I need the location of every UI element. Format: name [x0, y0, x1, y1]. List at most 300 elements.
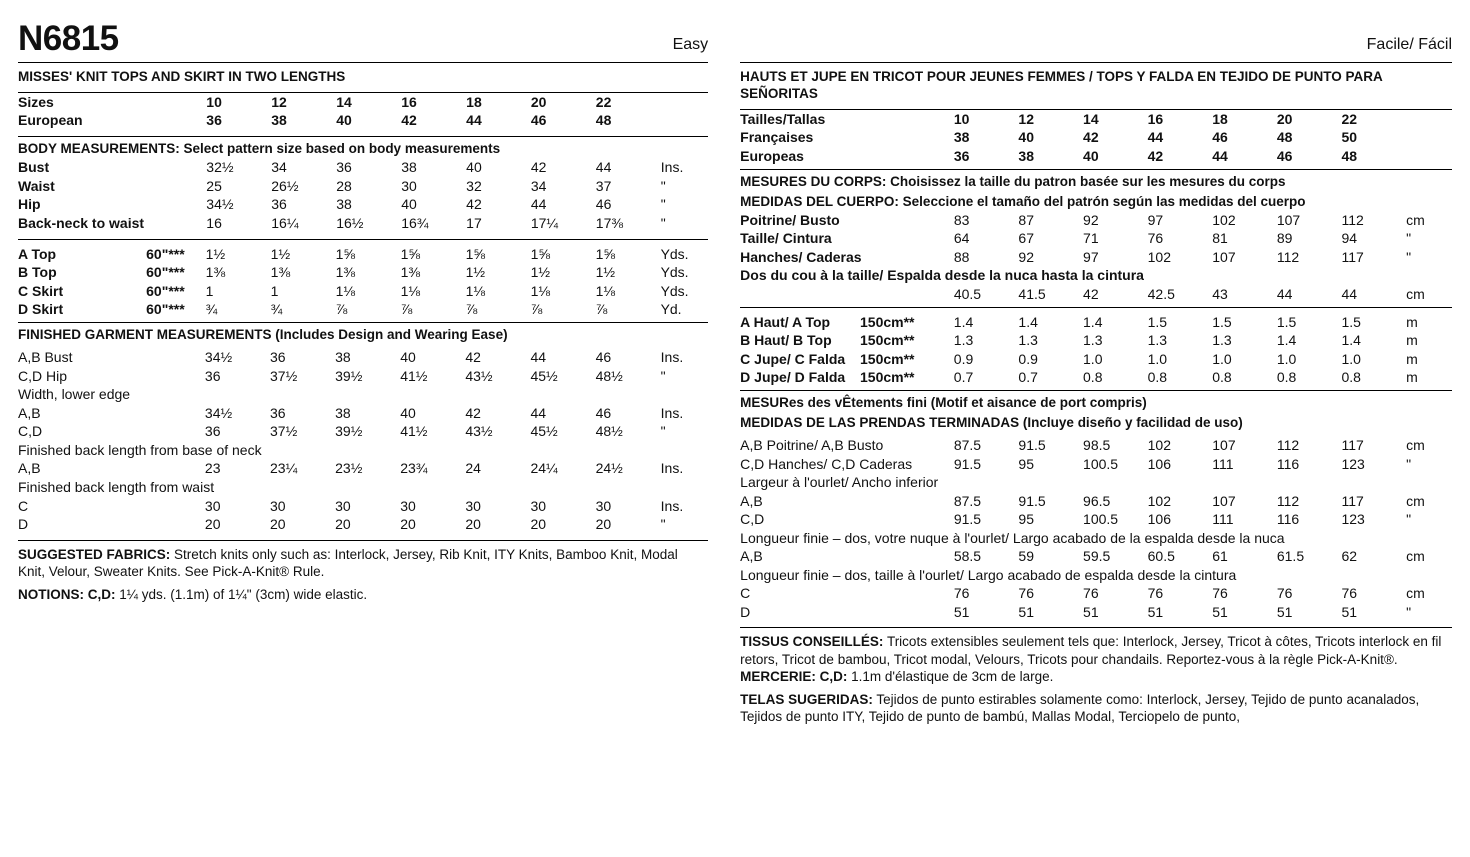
fabric-value: 1⅛ — [595, 282, 616, 299]
finished-value: 61.5 — [1276, 548, 1305, 565]
measure-value: 67 — [1018, 230, 1034, 247]
finished-subheading: Longueur finie – dos, votre nuque à l'ourlet/ Largo acabado de la espalda desde la nuca — [740, 529, 1285, 546]
suggested-fabrics-en — [18, 546, 708, 581]
measure-unit: Ins. — [660, 159, 684, 176]
finished-label: A,B — [740, 548, 763, 565]
fabric-value: ⅞ — [465, 301, 478, 318]
finished-value: 76 — [1341, 585, 1358, 602]
european-sizes-label: Europeas — [740, 147, 804, 164]
fabric-unit: m — [1406, 350, 1418, 367]
finished-value: 24¼ — [530, 460, 558, 477]
measure-value: 32½ — [206, 159, 234, 176]
french-size-value: 38 — [953, 129, 970, 146]
fabric-value: 0.8 — [1212, 369, 1232, 386]
finished-value: 51 — [1212, 603, 1228, 620]
pattern-title-en: MISSES' KNIT TOPS AND SKIRT IN TWO LENGTHS — [18, 69, 346, 84]
finished-value: 51 — [1018, 603, 1034, 620]
finished-value: 96.5 — [1083, 492, 1111, 509]
measure-value: 17¼ — [530, 214, 559, 231]
finished-value: 34½ — [204, 404, 233, 421]
french-size-value: 42 — [1083, 129, 1099, 146]
finished-label: A,B — [18, 460, 41, 477]
finished-value: 45½ — [530, 423, 558, 440]
finished-value: 23½ — [335, 460, 363, 477]
measure-value: 42 — [530, 159, 547, 176]
finished-measurements-heading-fr: MESURes des vÊtements fini (Motif et aisance de port compris) — [740, 395, 1147, 411]
fabric-value: 1.4 — [1018, 313, 1038, 330]
table-row — [18, 459, 708, 478]
table-row — [740, 368, 1452, 387]
finished-label: A,B Bust — [18, 349, 73, 366]
suggested-fabrics-label-fr: TISSUS CONSEILLÉS: — [740, 634, 884, 650]
finished-unit: " — [660, 367, 666, 384]
backneck-subheading: Dos du cou à la taille/ Espalda desde la nuca hasta la cintura — [740, 267, 1144, 284]
finished-value: 116 — [1276, 511, 1300, 528]
table-row — [740, 110, 1452, 129]
finished-unit: " — [660, 516, 666, 533]
fabric-width: 60"*** — [146, 264, 185, 281]
finished-unit: cm — [1406, 492, 1425, 509]
finished-unit: Ins. — [660, 404, 684, 421]
finished-value: 76 — [1083, 585, 1099, 602]
table-row — [740, 492, 1452, 511]
table-row — [18, 300, 708, 319]
fabric-value: 1⅜ — [400, 264, 421, 281]
french-size-value: 48 — [1276, 129, 1293, 146]
european-value: 42 — [401, 112, 417, 129]
fabric-value: 0.8 — [1341, 369, 1361, 386]
finished-value: 40 — [400, 349, 416, 366]
table-row — [740, 266, 1452, 285]
fabric-value: 1⅜ — [335, 264, 356, 281]
finished-value: 39½ — [335, 367, 363, 384]
finished-value: 51 — [953, 603, 970, 620]
fabric-value: ⅞ — [335, 301, 348, 318]
finished-value: 91.5 — [953, 511, 982, 528]
finished-value: 58.5 — [953, 548, 982, 565]
measure-label: Waist — [18, 177, 55, 194]
fabric-value: 1.3 — [1147, 332, 1168, 349]
notions-label: NOTIONS: C,D: — [18, 586, 116, 602]
table-row — [18, 478, 708, 497]
finished-value: 42 — [465, 404, 481, 421]
spacer-row — [18, 130, 708, 137]
fabric-value: 1.5 — [1212, 313, 1232, 330]
finished-value: 76 — [1018, 585, 1034, 602]
table-row — [18, 177, 708, 196]
fabric-value: 1.0 — [1083, 350, 1103, 367]
finished-value: 24½ — [595, 460, 623, 477]
fabric-value: 1⅝ — [465, 245, 486, 262]
fabric-value: 1⅛ — [335, 282, 356, 299]
fabric-value: ¾ — [270, 301, 283, 318]
finished-value: 102 — [1147, 437, 1171, 454]
fabric-label: B Haut/ B Top — [740, 332, 832, 349]
finished-value: 76 — [1212, 585, 1228, 602]
finished-value: 116 — [1276, 455, 1300, 472]
finished-value: 34½ — [204, 349, 233, 366]
finished-value: 91.5 — [1018, 437, 1046, 454]
measure-value: 38 — [336, 196, 352, 213]
fabric-value: 1½ — [465, 264, 486, 281]
finished-value: 112 — [1276, 437, 1300, 454]
notions-label-fr: MERCERIE: C,D: — [740, 669, 848, 685]
body-measurements-heading: BODY MEASUREMENTS: Select pattern size based on body measurements — [18, 141, 501, 157]
table-row — [740, 147, 1452, 166]
finished-value: 20 — [335, 516, 351, 533]
finished-measurements-heading: FINISHED GARMENT MEASUREMENTS (Includes Design and Wearing Ease) — [18, 327, 508, 343]
measure-value: 97 — [1083, 248, 1099, 265]
fabric-value: 1.3 — [1018, 332, 1038, 349]
header-divider-right — [740, 62, 1452, 63]
table-row — [18, 282, 708, 301]
fabric-value: 0.8 — [1276, 369, 1297, 386]
fabric-value: 1.0 — [1147, 350, 1168, 367]
finished-value: 107 — [1212, 492, 1236, 509]
backneck-value: 41.5 — [1018, 285, 1046, 302]
measure-value: 81 — [1212, 230, 1228, 247]
size-value: 22 — [1341, 110, 1358, 127]
finished-value: 59.5 — [1083, 548, 1111, 565]
measure-value: 64 — [953, 230, 970, 247]
unit-cell — [661, 111, 708, 130]
measure-value: 107 — [1212, 248, 1236, 265]
sizes-label-fr: Tailles/Tallas — [740, 110, 826, 127]
finished-label: C,D Hip — [18, 367, 68, 384]
finished-value: 51 — [1147, 603, 1164, 620]
finished-value: 100.5 — [1083, 455, 1119, 472]
fabric-width: 60"*** — [146, 245, 185, 262]
finished-value: 44 — [530, 349, 547, 366]
finished-subheading: Width, lower edge — [18, 386, 131, 403]
european-value: 38 — [271, 112, 287, 129]
fabric-unit: m — [1406, 369, 1418, 386]
finished-label: C — [740, 585, 751, 602]
finished-value: 38 — [335, 349, 351, 366]
fabric-label: B Top — [18, 264, 57, 281]
measure-value: 30 — [401, 177, 417, 194]
finished-value: 30 — [595, 497, 612, 514]
finished-value: 76 — [953, 585, 970, 602]
measure-value: 107 — [1276, 211, 1301, 228]
european-value: 46 — [530, 112, 547, 129]
finished-value: 37½ — [270, 367, 298, 384]
difficulty-label-en: Easy — [672, 36, 709, 53]
finished-value: 59 — [1018, 548, 1034, 565]
finished-value: 44 — [530, 404, 547, 421]
measure-unit: " — [1406, 248, 1412, 265]
table-row — [18, 348, 708, 367]
european-value: 40 — [336, 112, 352, 129]
measure-value: 102 — [1147, 248, 1171, 265]
body-measurements-heading-es: MEDIDAS DEL CUERPO: Seleccione el tamaño del patrón según las medidas del cuerpo — [740, 193, 1306, 209]
fabric-unit: m — [1406, 332, 1418, 349]
finished-value: 30 — [270, 497, 286, 514]
suggested-fabrics-text: Stretch knits only such as: Interlock, Jersey, Rib Knit, ITY Knits, Bamboo Knit, Modal Knit, Velour, Sweater Knits. See Pick-A-Knit® Rule. — [18, 546, 678, 580]
measure-value: 76 — [1147, 230, 1164, 247]
fabric-value: ⅞ — [530, 301, 543, 318]
finished-label: C,D — [740, 511, 765, 528]
fabric-width: 150cm** — [860, 313, 915, 330]
fabric-value: 1⅛ — [465, 282, 486, 299]
finished-value: 43½ — [465, 367, 493, 384]
finished-value: 62 — [1341, 548, 1358, 565]
measure-value: 34 — [530, 177, 547, 194]
french-size-value: 44 — [1147, 129, 1164, 146]
table-row — [18, 404, 708, 423]
finished-unit: Ins. — [660, 460, 684, 477]
finished-value: 123 — [1341, 511, 1365, 528]
backneck-value: 40.5 — [953, 285, 982, 302]
measure-unit: " — [660, 177, 666, 194]
finished-value: 43½ — [465, 423, 493, 440]
suggested-fabrics-es — [740, 691, 1452, 726]
body-measurements-heading-fr: MESURES DU CORPS: Choisissez la taille du patron basée sur les mesures du corps — [740, 173, 1286, 189]
table-row — [18, 441, 708, 460]
unit-cell — [1406, 128, 1452, 147]
sizes-label: Sizes — [18, 93, 54, 110]
european-value: 48 — [595, 112, 612, 129]
finished-value: 51 — [1341, 603, 1358, 620]
finished-value: 40 — [400, 404, 416, 421]
measure-value: 102 — [1212, 211, 1236, 228]
notions-text: 1¼ yds. (1.1m) of 1¼" (3cm) wide elastic. — [115, 586, 368, 602]
finished-value: 20 — [400, 516, 416, 533]
size-value: 14 — [1083, 110, 1099, 127]
finished-value: 117 — [1341, 492, 1364, 509]
finished-value: 60.5 — [1147, 548, 1175, 565]
french-sizes-label: Françaises — [740, 129, 814, 146]
table-row — [740, 313, 1452, 332]
measure-value: 16 — [206, 214, 222, 231]
size-value: 14 — [336, 93, 352, 110]
finished-value: 36 — [270, 349, 286, 366]
table-row — [740, 436, 1452, 455]
finished-label: A,B — [18, 404, 41, 421]
table-row — [740, 171, 1452, 191]
fabric-value: 1½ — [595, 264, 616, 281]
unit-cell — [1406, 147, 1452, 166]
measure-value: 28 — [336, 177, 352, 194]
finished-value: 38 — [335, 404, 351, 421]
size-value: 18 — [466, 93, 482, 110]
finished-value: 51 — [1083, 603, 1099, 620]
finished-value: 20 — [530, 516, 547, 533]
table-row — [740, 211, 1452, 230]
measure-value: 38 — [401, 159, 417, 176]
table-row — [740, 392, 1452, 412]
finished-unit: Ins. — [660, 349, 684, 366]
fabric-value: 1.4 — [1276, 332, 1297, 349]
finished-value: 30 — [465, 497, 481, 514]
measure-value: 117 — [1341, 248, 1364, 265]
unit-cell — [1406, 110, 1452, 129]
fabric-value: 1.3 — [1083, 332, 1103, 349]
measure-label: Bust — [18, 159, 50, 176]
fabric-value: 1.0 — [1212, 350, 1232, 367]
finished-value: 46 — [595, 349, 612, 366]
unit-cell — [661, 93, 708, 112]
fabrics-divider-left — [18, 540, 708, 541]
fabric-unit: m — [1406, 313, 1418, 330]
fabric-value: 0.7 — [1018, 369, 1038, 386]
european-size-value: 48 — [1341, 147, 1358, 164]
table-row — [18, 324, 708, 344]
fabric-value: 1⅛ — [530, 282, 551, 299]
sizes-table-fr-es — [740, 110, 1452, 313]
finished-value: 117 — [1341, 437, 1364, 454]
finished-measurements-table-fr-es — [740, 392, 1452, 621]
table-row — [18, 367, 708, 386]
size-value: 20 — [530, 93, 547, 110]
finished-value: 112 — [1276, 492, 1300, 509]
fabric-unit: Yds. — [660, 264, 689, 281]
measure-value: 42 — [466, 196, 482, 213]
finished-unit: cm — [1406, 437, 1425, 454]
fabric-value: 0.7 — [953, 369, 974, 386]
finished-value: 123 — [1341, 455, 1365, 472]
measure-value: 71 — [1083, 230, 1099, 247]
left-header — [18, 10, 708, 56]
fabric-value: 1⅝ — [595, 245, 616, 262]
measure-value: 40 — [466, 159, 482, 176]
finished-value: 23¼ — [270, 460, 298, 477]
fabric-value: 1.4 — [953, 313, 974, 330]
fabric-label: D Jupe/ D Falda — [740, 369, 846, 386]
backneck-value: 44 — [1276, 285, 1293, 302]
left-column-english — [18, 10, 724, 857]
fabric-value: 1.5 — [1147, 313, 1168, 330]
european-size-value: 44 — [1212, 147, 1228, 164]
finished-subheading: Finished back length from base of neck — [18, 441, 262, 458]
size-value: 12 — [1018, 110, 1034, 127]
measure-value: 112 — [1276, 248, 1300, 265]
measure-value: 97 — [1147, 211, 1164, 228]
right-header — [740, 10, 1452, 56]
fabric-width: 150cm** — [860, 369, 915, 386]
table-row — [740, 229, 1452, 248]
backneck-value: 44 — [1341, 285, 1358, 302]
measure-value: 40 — [401, 196, 417, 213]
table-row — [18, 515, 708, 534]
table-row — [18, 497, 708, 516]
fabric-value: 1⅜ — [205, 264, 226, 281]
fabric-value: 1.0 — [1341, 350, 1361, 367]
finished-value: 23¾ — [400, 460, 428, 477]
table-row — [740, 350, 1452, 369]
european-size-value: 46 — [1276, 147, 1293, 164]
table-row — [18, 385, 708, 404]
fabric-label: A Top — [18, 245, 57, 262]
finished-value: 76 — [1147, 585, 1164, 602]
finished-value: 36 — [204, 423, 221, 440]
size-value: 20 — [1276, 110, 1293, 127]
fabric-value: 1½ — [530, 264, 551, 281]
fabric-value: ¾ — [205, 301, 218, 318]
finished-label: C,D — [18, 423, 43, 440]
finished-value: 95 — [1018, 455, 1034, 472]
finished-label: A,B — [740, 492, 763, 509]
measure-value: 112 — [1341, 211, 1364, 228]
measure-label: Poitrine/ Busto — [740, 211, 840, 228]
size-value: 18 — [1212, 110, 1228, 127]
finished-label: C — [18, 497, 29, 514]
fabric-value: 1.0 — [1276, 350, 1297, 367]
fabric-label: A Haut/ A Top — [740, 313, 831, 330]
finished-value: 30 — [400, 497, 416, 514]
suggested-fabrics-label: SUGGESTED FABRICS: — [18, 546, 171, 562]
spacer-row — [18, 232, 708, 239]
finished-value: 76 — [1276, 585, 1293, 602]
size-value: 10 — [953, 110, 970, 127]
backneck-label — [740, 285, 954, 304]
measure-value: 34 — [271, 159, 287, 176]
measure-value: 89 — [1276, 230, 1293, 247]
notions-en — [18, 586, 708, 604]
table-row — [740, 473, 1452, 492]
measure-value: 92 — [1018, 248, 1034, 265]
measure-value: 92 — [1083, 211, 1099, 228]
table-row — [18, 245, 708, 264]
measure-value: 44 — [595, 159, 612, 176]
measure-label: Hanches/ Caderas — [740, 248, 862, 265]
european-size-value: 42 — [1147, 147, 1164, 164]
fabric-value: 1.4 — [1341, 332, 1361, 349]
size-value: 16 — [1147, 110, 1164, 127]
measure-value: 37 — [595, 177, 612, 194]
pattern-title-fr-es: HAUTS ET JUPE EN TRICOT POUR JEUNES FEMMES / TOPS Y FALDA EN TEJIDO DE PUNTO PARA SEÑORITAS — [740, 69, 1383, 101]
fabric-value: ⅞ — [400, 301, 413, 318]
fabric-unit: Yd. — [660, 301, 682, 318]
european-label: European — [18, 112, 83, 129]
suggested-fabrics-text-es: Tejidos de punto estirables solamente como: Interlock, Jersey, Tejido de punto acanalados, Tejidos de punto ITY, Tejido de punto de bambú, Mallas Modal, Terciopelo de punto, — [740, 691, 1420, 725]
finished-value: 87.5 — [953, 492, 982, 509]
finished-value: 87.5 — [953, 437, 982, 454]
finished-unit: cm — [1406, 585, 1425, 602]
finished-value: 91.5 — [1018, 492, 1046, 509]
finished-label: D — [740, 603, 751, 620]
finished-value: 24 — [465, 460, 481, 477]
size-value: 16 — [401, 93, 417, 110]
measure-value: 25 — [206, 177, 222, 194]
backneck-value: 42.5 — [1147, 285, 1175, 302]
table-row — [740, 455, 1452, 474]
measure-label: Back-neck to waist — [18, 214, 145, 231]
fabric-value: 0.8 — [1147, 369, 1168, 386]
fabric-value: 1.4 — [1083, 313, 1103, 330]
measure-value: 26½ — [271, 177, 299, 194]
finished-value: 95 — [1018, 511, 1034, 528]
backneck-value: 42 — [1083, 285, 1099, 302]
table-row — [740, 128, 1452, 147]
table-row — [740, 285, 1452, 304]
measure-value: 88 — [953, 248, 970, 265]
measure-label: Taille/ Cintura — [740, 230, 832, 247]
fabric-value: 1.3 — [953, 332, 974, 349]
fabric-value: ⅞ — [595, 301, 608, 318]
fabric-value: 1½ — [205, 245, 226, 262]
fabric-yardage-table-en — [18, 245, 708, 325]
finished-value: 98.5 — [1083, 437, 1111, 454]
finished-value: 111 — [1212, 511, 1234, 528]
table-row — [740, 412, 1452, 432]
measure-unit: " — [660, 196, 666, 213]
european-size-value: 36 — [953, 147, 970, 164]
table-row — [18, 195, 708, 214]
fabrics-divider-right — [740, 627, 1452, 628]
finished-subheading: Largeur à l'ourlet/ Ancho inferior — [740, 474, 939, 491]
size-value: 22 — [595, 93, 612, 110]
